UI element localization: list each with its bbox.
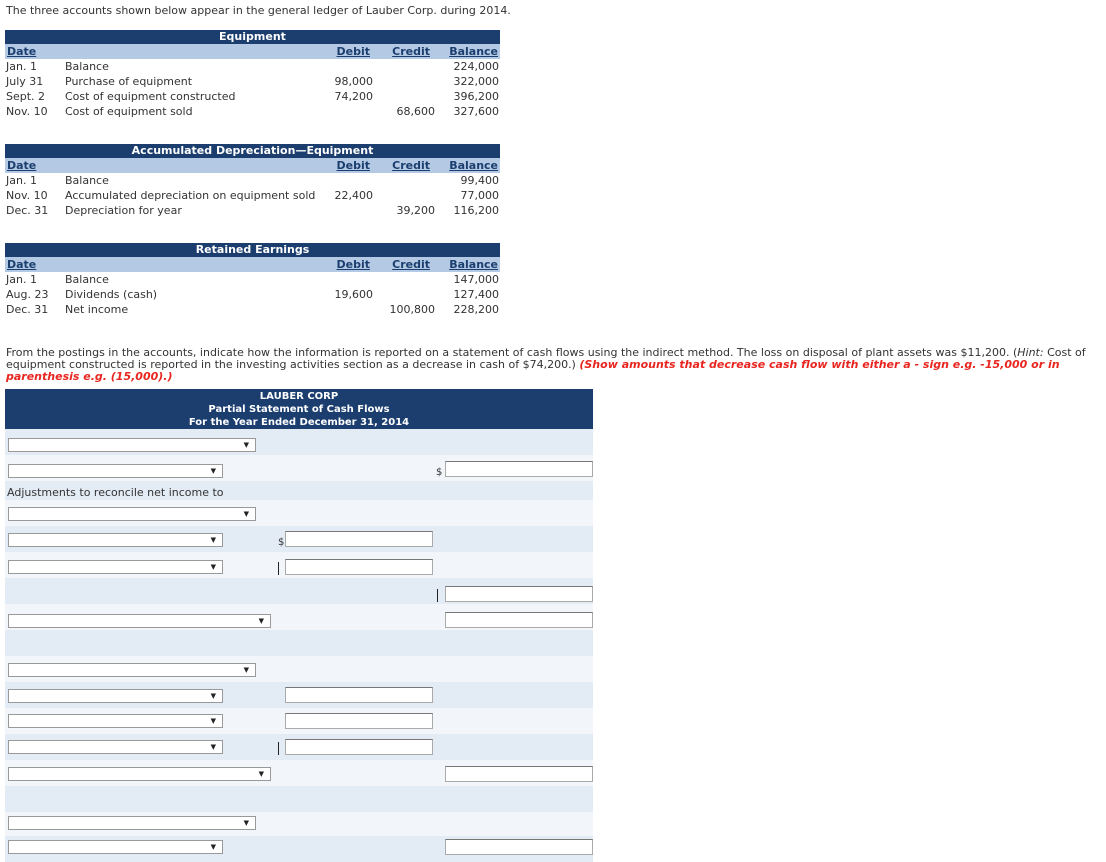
amount-input[interactable] <box>445 839 593 855</box>
statement-row <box>5 786 593 812</box>
ledger-header <box>5 158 500 173</box>
ledger-row <box>5 203 500 218</box>
amount-input[interactable] <box>285 559 433 575</box>
header-date: Date <box>7 159 37 172</box>
dropdown-arrow-icon: ▼ <box>258 617 264 625</box>
ledger-title: Equipment <box>5 30 500 44</box>
row-desc: Net income <box>65 303 129 316</box>
row-balance: 147,000 <box>453 273 499 286</box>
row-balance: 77,000 <box>460 189 499 202</box>
statement-period: For the Year Ended December 31, 2014 <box>188 417 410 428</box>
hint-label: Hint: <box>1017 346 1044 359</box>
section-heading-select[interactable] <box>8 438 256 452</box>
adjustment-item-select[interactable] <box>8 560 223 574</box>
row-desc: Balance <box>65 60 109 73</box>
line-item-select[interactable] <box>8 740 223 754</box>
row-date: Jan. 1 <box>6 273 37 286</box>
ledger-row <box>5 188 500 203</box>
ledger-title: Accumulated Depreciation—Equipment <box>5 144 500 158</box>
header-date: Date <box>7 45 37 58</box>
ledger-retained-earnings <box>5 243 500 317</box>
cash-flow-total-input[interactable] <box>445 766 593 782</box>
row-desc: Dividends (cash) <box>65 288 158 301</box>
net-income-label-select[interactable] <box>8 464 223 478</box>
underline-marker <box>278 742 279 755</box>
adjustment-item-select[interactable] <box>8 533 223 547</box>
net-income-input[interactable] <box>445 461 593 477</box>
total-adjustments-input[interactable] <box>445 586 593 602</box>
cash-flow-label-select[interactable] <box>8 614 271 628</box>
dropdown-arrow-icon: ▼ <box>210 743 216 751</box>
row-balance: 224,000 <box>453 60 499 73</box>
row-desc: Balance <box>65 273 109 286</box>
ledger-row <box>5 272 500 287</box>
ledger-row <box>5 173 500 188</box>
row-balance: 116,200 <box>453 204 499 217</box>
dollar-sign: $ <box>436 467 443 478</box>
header-credit: Credit <box>392 45 430 58</box>
row-desc: Cost of equipment sold <box>65 105 193 118</box>
header-debit: Debit <box>336 159 370 172</box>
row-date: Dec. 31 <box>6 204 49 217</box>
dropdown-arrow-icon: ▼ <box>258 770 264 778</box>
amount-input[interactable] <box>285 739 433 755</box>
row-desc: Cost of equipment constructed <box>65 90 236 103</box>
row-credit: 68,600 <box>396 105 435 118</box>
row-date: Sept. 2 <box>6 90 46 103</box>
header-balance: Balance <box>449 258 498 271</box>
row-balance: 327,600 <box>453 105 499 118</box>
row-balance: 228,200 <box>453 303 499 316</box>
adjustments-label: Adjustments to reconcile net income to <box>7 486 224 499</box>
row-desc: Depreciation for year <box>65 204 182 217</box>
header-debit: Debit <box>336 258 370 271</box>
dropdown-arrow-icon: ▼ <box>210 843 216 851</box>
line-item-select[interactable] <box>8 714 223 728</box>
row-date: July 31 <box>6 75 44 88</box>
row-balance: 127,400 <box>453 288 499 301</box>
header-debit: Debit <box>336 45 370 58</box>
statement-title: Partial Statement of Cash Flows <box>208 404 390 415</box>
dropdown-arrow-icon: ▼ <box>210 563 216 571</box>
dropdown-arrow-icon: ▼ <box>243 819 249 827</box>
header-credit: Credit <box>392 258 430 271</box>
row-debit: 19,600 <box>334 288 373 301</box>
ledger-row <box>5 59 500 74</box>
row-debit: 22,400 <box>334 189 373 202</box>
line-item-select[interactable] <box>8 689 223 703</box>
underline-marker <box>278 562 279 575</box>
row-credit: 39,200 <box>396 204 435 217</box>
header-balance: Balance <box>449 45 498 58</box>
row-desc: Purchase of equipment <box>65 75 193 88</box>
header-balance: Balance <box>449 159 498 172</box>
row-balance: 322,000 <box>453 75 499 88</box>
intro-text: The three accounts shown below appear in the general ledger of Lauber Corp. during 2014. <box>6 4 511 17</box>
dropdown-arrow-icon: ▼ <box>243 666 249 674</box>
row-debit: 98,000 <box>334 75 373 88</box>
dollar-sign: $ <box>278 537 285 548</box>
statement-row <box>5 630 593 656</box>
amount-input[interactable] <box>285 713 433 729</box>
dropdown-arrow-icon: ▼ <box>210 692 216 700</box>
hint-text: Cost of equipment constructed is reported in the investing activities section as a decrease in cash of $74,200.) <box>6 346 1086 371</box>
ledger-equipment <box>5 30 500 119</box>
ledger-header <box>5 257 500 272</box>
row-date: Jan. 1 <box>6 174 37 187</box>
row-desc: Accumulated depreciation on equipment sold <box>65 189 316 202</box>
dropdown-arrow-icon: ▼ <box>210 536 216 544</box>
row-date: Nov. 10 <box>6 189 48 202</box>
instructions <box>6 347 1101 383</box>
row-balance: 99,400 <box>460 174 499 187</box>
dropdown-arrow-icon: ▼ <box>243 510 249 518</box>
section-heading-select[interactable] <box>8 816 256 830</box>
statement-header <box>5 389 593 429</box>
row-desc: Balance <box>65 174 109 187</box>
dropdown-arrow-icon: ▼ <box>210 717 216 725</box>
adjustments-select[interactable] <box>8 507 256 521</box>
ledger-row <box>5 287 500 302</box>
row-date: Dec. 31 <box>6 303 49 316</box>
ledger-row <box>5 89 500 104</box>
instructions-main: From the postings in the accounts, indicate how the information is reported on a statement of cash flows using the indirect method. The loss on disposal of plant assets was $11,200. ( <box>6 346 1018 359</box>
amount-input[interactable] <box>285 687 433 703</box>
dropdown-arrow-icon: ▼ <box>210 467 216 475</box>
row-debit: 74,200 <box>334 90 373 103</box>
row-date: Jan. 1 <box>6 60 37 73</box>
header-credit: Credit <box>392 159 430 172</box>
cash-flow-label-select[interactable] <box>8 767 271 781</box>
underline-marker <box>437 589 438 602</box>
header-date: Date <box>7 258 37 271</box>
line-item-select[interactable] <box>8 840 223 854</box>
ledger-row <box>5 104 500 119</box>
section-heading-select[interactable] <box>8 663 256 677</box>
row-date: Nov. 10 <box>6 105 48 118</box>
ledger-row <box>5 74 500 89</box>
ledger-title: Retained Earnings <box>5 243 500 257</box>
cash-flow-total-input[interactable] <box>445 612 593 628</box>
amount-input[interactable] <box>285 531 433 547</box>
statement-company: LAUBER CORP <box>259 391 339 402</box>
ledger-accumulated-depreciation <box>5 144 500 218</box>
row-balance: 396,200 <box>453 90 499 103</box>
row-credit: 100,800 <box>389 303 435 316</box>
ledger-row <box>5 302 500 317</box>
ledger-header <box>5 44 500 59</box>
dropdown-arrow-icon: ▼ <box>243 441 249 449</box>
sign-convention-note: (Show amounts that decrease cash flow with either a - sign e.g. -15,000 or in parenthesis e.g. (15,000).) <box>6 358 1060 383</box>
row-date: Aug. 23 <box>6 288 49 301</box>
